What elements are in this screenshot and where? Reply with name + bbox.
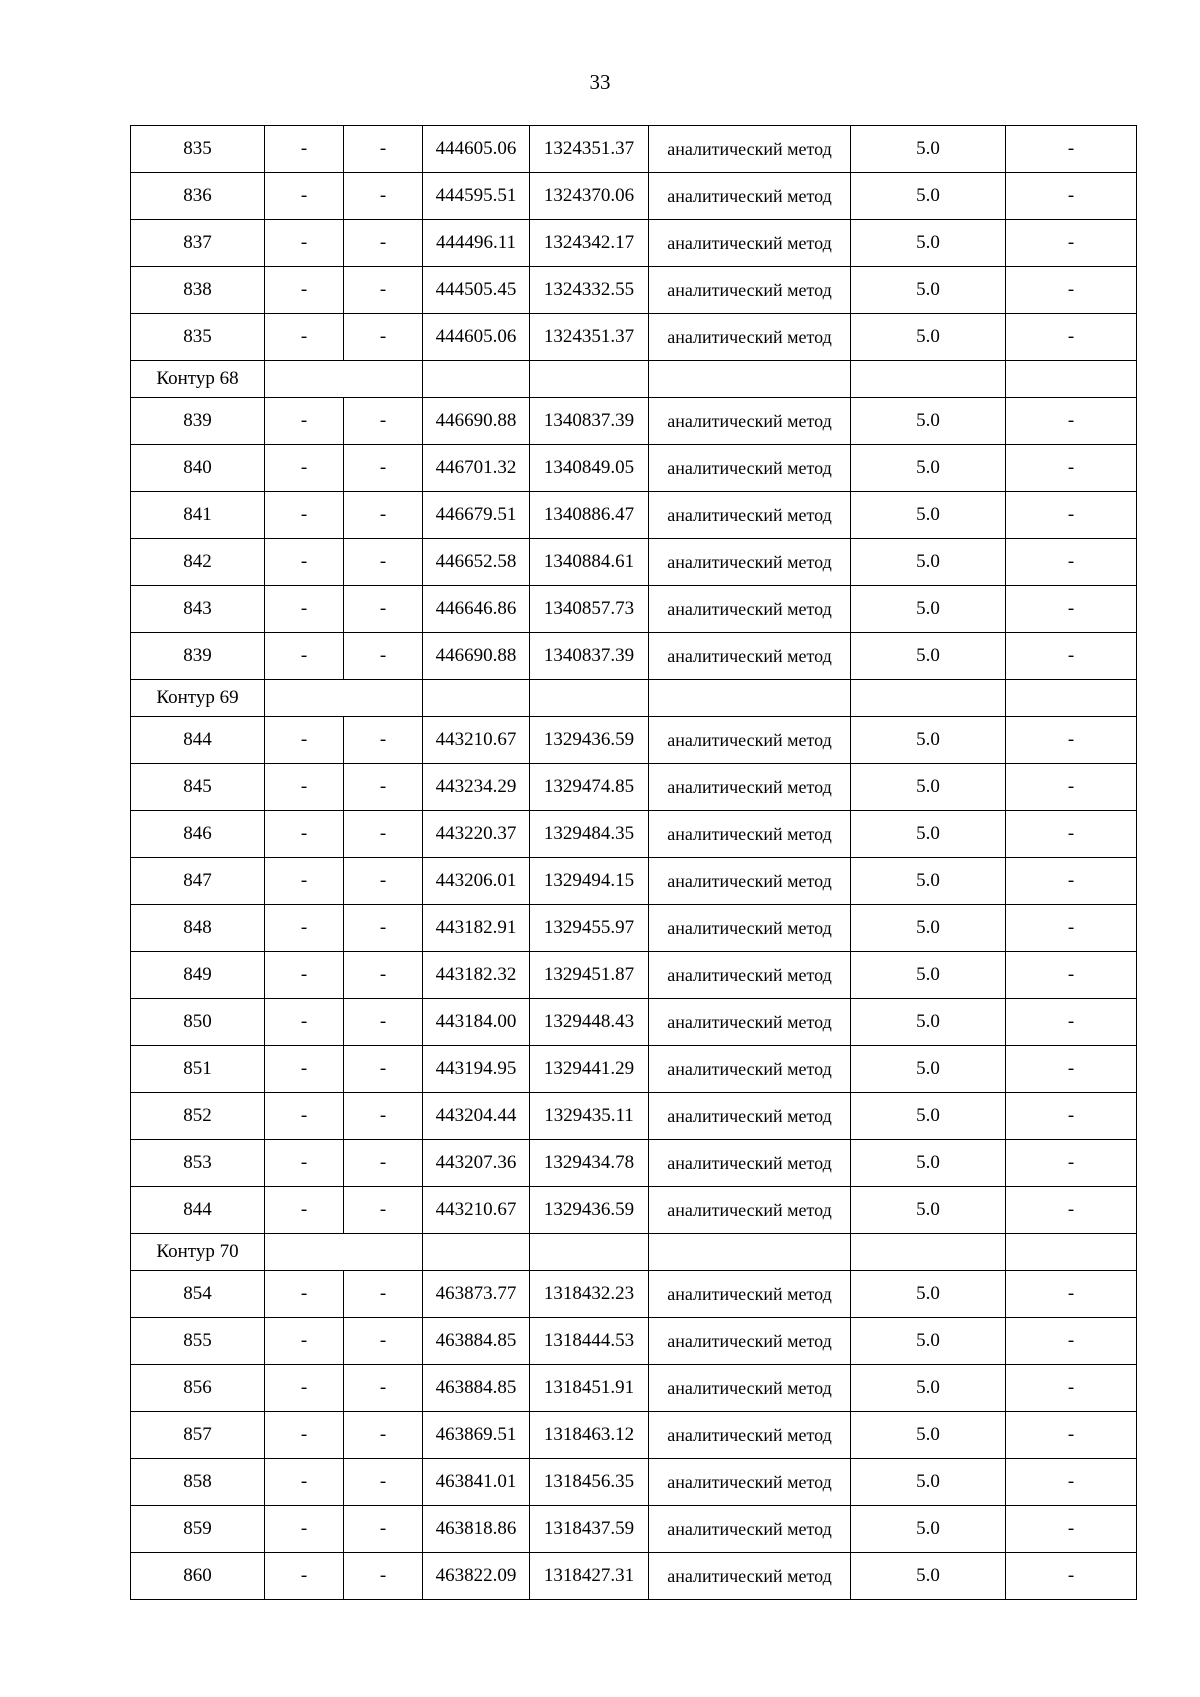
y-coordinate-cell: 1318444.53 [530,1318,649,1365]
x-coordinate-cell: 443207.36 [423,1140,530,1187]
x-coordinate-cell: 443234.29 [423,764,530,811]
contour-header-row [131,680,1137,717]
last-cell: - [1006,126,1137,173]
point-number-cell: 854 [131,1271,265,1318]
accuracy-cell: 5.0 [851,952,1006,999]
method-cell: аналитический метод [649,1046,851,1093]
last-cell: - [1006,717,1137,764]
x-coordinate-cell: 463818.86 [423,1506,530,1553]
y-coordinate-cell: 1318463.12 [530,1412,649,1459]
accuracy-cell: 5.0 [851,1046,1006,1093]
y-coordinate-cell: 1329474.85 [530,764,649,811]
x-coordinate-cell: 446646.86 [423,586,530,633]
col3-cell: - [344,1271,423,1318]
method-cell: аналитический метод [649,633,851,680]
col2-cell: - [265,999,344,1046]
method-cell: аналитический метод [649,267,851,314]
point-number-cell: 852 [131,1093,265,1140]
col2-cell: - [265,1318,344,1365]
x-coordinate-cell: 446652.58 [423,539,530,586]
point-number-cell: 844 [131,717,265,764]
empty-cell [649,1234,851,1271]
method-cell: аналитический метод [649,492,851,539]
x-coordinate-cell: 443182.32 [423,952,530,999]
x-coordinate-cell: 444505.45 [423,267,530,314]
table-row [131,539,1137,586]
col3-cell: - [344,633,423,680]
table-row [131,811,1137,858]
accuracy-cell: 5.0 [851,811,1006,858]
last-cell: - [1006,445,1137,492]
point-number-cell: 859 [131,1506,265,1553]
col2-cell: - [265,586,344,633]
y-coordinate-cell: 1318437.59 [530,1506,649,1553]
y-coordinate-cell: 1340849.05 [530,445,649,492]
col2-cell: - [265,1187,344,1234]
y-coordinate-cell: 1340837.39 [530,398,649,445]
empty-cell [851,680,1006,717]
col3-cell: - [344,398,423,445]
accuracy-cell: 5.0 [851,1365,1006,1412]
table-row [131,858,1137,905]
point-number-cell: 841 [131,492,265,539]
col3-cell: - [344,445,423,492]
contour-label: Контур 68 [131,361,265,398]
y-coordinate-cell: 1329435.11 [530,1093,649,1140]
col3-cell: - [344,173,423,220]
col3-cell: - [344,764,423,811]
accuracy-cell: 5.0 [851,267,1006,314]
x-coordinate-cell: 443220.37 [423,811,530,858]
point-number-cell: 860 [131,1553,265,1600]
table-row [131,398,1137,445]
col2-cell: - [265,445,344,492]
col2-cell: - [265,905,344,952]
last-cell: - [1006,1046,1137,1093]
col2-cell: - [265,314,344,361]
empty-cell [1006,1234,1137,1271]
table-row [131,905,1137,952]
col3-cell: - [344,314,423,361]
last-cell: - [1006,1553,1137,1600]
table-row [131,1140,1137,1187]
y-coordinate-cell: 1318456.35 [530,1459,649,1506]
method-cell: аналитический метод [649,1365,851,1412]
empty-cell [530,1234,649,1271]
table-row [131,267,1137,314]
point-number-cell: 835 [131,314,265,361]
x-coordinate-cell: 463869.51 [423,1412,530,1459]
x-coordinate-cell: 443194.95 [423,1046,530,1093]
table-row [131,999,1137,1046]
table-row [131,220,1137,267]
last-cell: - [1006,586,1137,633]
table-body [131,126,1137,1600]
col2-cell: - [265,1271,344,1318]
method-cell: аналитический метод [649,539,851,586]
accuracy-cell: 5.0 [851,398,1006,445]
point-number-cell: 853 [131,1140,265,1187]
y-coordinate-cell: 1340857.73 [530,586,649,633]
point-number-cell: 856 [131,1365,265,1412]
x-coordinate-cell: 463884.85 [423,1365,530,1412]
accuracy-cell: 5.0 [851,492,1006,539]
col3-cell: - [344,126,423,173]
col2-cell: - [265,952,344,999]
col2-cell: - [265,1093,344,1140]
empty-cell [530,680,649,717]
point-number-cell: 840 [131,445,265,492]
last-cell: - [1006,764,1137,811]
accuracy-cell: 5.0 [851,1412,1006,1459]
y-coordinate-cell: 1329455.97 [530,905,649,952]
x-coordinate-cell: 443206.01 [423,858,530,905]
accuracy-cell: 5.0 [851,586,1006,633]
point-number-cell: 857 [131,1412,265,1459]
last-cell: - [1006,267,1137,314]
y-coordinate-cell: 1329494.15 [530,858,649,905]
last-cell: - [1006,1140,1137,1187]
col3-cell: - [344,1506,423,1553]
empty-cell [851,1234,1006,1271]
col2-cell: - [265,764,344,811]
table-row [131,1271,1137,1318]
point-number-cell: 835 [131,126,265,173]
empty-cell [530,361,649,398]
table-row [131,173,1137,220]
y-coordinate-cell: 1324342.17 [530,220,649,267]
accuracy-cell: 5.0 [851,445,1006,492]
point-number-cell: 849 [131,952,265,999]
point-number-cell: 847 [131,858,265,905]
accuracy-cell: 5.0 [851,764,1006,811]
last-cell: - [1006,1365,1137,1412]
y-coordinate-cell: 1340837.39 [530,633,649,680]
empty-cell [265,1234,423,1271]
col3-cell: - [344,717,423,764]
col2-cell: - [265,1140,344,1187]
x-coordinate-cell: 443182.91 [423,905,530,952]
col3-cell: - [344,858,423,905]
col3-cell: - [344,1140,423,1187]
point-number-cell: 844 [131,1187,265,1234]
col3-cell: - [344,539,423,586]
x-coordinate-cell: 444605.06 [423,126,530,173]
empty-cell [265,680,423,717]
y-coordinate-cell: 1329436.59 [530,1187,649,1234]
empty-cell [649,680,851,717]
method-cell: аналитический метод [649,1459,851,1506]
point-number-cell: 842 [131,539,265,586]
accuracy-cell: 5.0 [851,220,1006,267]
coordinates-table [130,125,1137,1600]
table-row [131,1046,1137,1093]
accuracy-cell: 5.0 [851,1553,1006,1600]
accuracy-cell: 5.0 [851,173,1006,220]
col3-cell: - [344,999,423,1046]
x-coordinate-cell: 446690.88 [423,633,530,680]
table-row [131,314,1137,361]
method-cell: аналитический метод [649,1271,851,1318]
last-cell: - [1006,314,1137,361]
col3-cell: - [344,1046,423,1093]
col3-cell: - [344,905,423,952]
empty-cell [265,361,423,398]
contour-label: Контур 70 [131,1234,265,1271]
method-cell: аналитический метод [649,1412,851,1459]
x-coordinate-cell: 446690.88 [423,398,530,445]
table-row [131,1187,1137,1234]
y-coordinate-cell: 1324332.55 [530,267,649,314]
y-coordinate-cell: 1340886.47 [530,492,649,539]
last-cell: - [1006,398,1137,445]
last-cell: - [1006,1271,1137,1318]
y-coordinate-cell: 1324351.37 [530,126,649,173]
y-coordinate-cell: 1329484.35 [530,811,649,858]
last-cell: - [1006,633,1137,680]
col3-cell: - [344,267,423,314]
method-cell: аналитический метод [649,999,851,1046]
col2-cell: - [265,633,344,680]
y-coordinate-cell: 1340884.61 [530,539,649,586]
method-cell: аналитический метод [649,1318,851,1365]
col2-cell: - [265,267,344,314]
last-cell: - [1006,220,1137,267]
col2-cell: - [265,126,344,173]
accuracy-cell: 5.0 [851,633,1006,680]
point-number-cell: 855 [131,1318,265,1365]
table-row [131,1318,1137,1365]
table-row [131,1459,1137,1506]
col3-cell: - [344,586,423,633]
method-cell: аналитический метод [649,445,851,492]
last-cell: - [1006,858,1137,905]
y-coordinate-cell: 1329436.59 [530,717,649,764]
table-row [131,445,1137,492]
accuracy-cell: 5.0 [851,1271,1006,1318]
table-row [131,952,1137,999]
accuracy-cell: 5.0 [851,314,1006,361]
x-coordinate-cell: 443210.67 [423,717,530,764]
point-number-cell: 837 [131,220,265,267]
contour-header-row [131,361,1137,398]
method-cell: аналитический метод [649,764,851,811]
point-number-cell: 845 [131,764,265,811]
last-cell: - [1006,1412,1137,1459]
table-row [131,717,1137,764]
table-row [131,126,1137,173]
empty-cell [423,1234,530,1271]
accuracy-cell: 5.0 [851,1140,1006,1187]
accuracy-cell: 5.0 [851,126,1006,173]
col2-cell: - [265,858,344,905]
method-cell: аналитический метод [649,1187,851,1234]
point-number-cell: 858 [131,1459,265,1506]
method-cell: аналитический метод [649,811,851,858]
col2-cell: - [265,717,344,764]
point-number-cell: 839 [131,633,265,680]
method-cell: аналитический метод [649,858,851,905]
y-coordinate-cell: 1318432.23 [530,1271,649,1318]
x-coordinate-cell: 463841.01 [423,1459,530,1506]
empty-cell [423,361,530,398]
method-cell: аналитический метод [649,173,851,220]
col3-cell: - [344,1412,423,1459]
col2-cell: - [265,398,344,445]
method-cell: аналитический метод [649,314,851,361]
last-cell: - [1006,952,1137,999]
col3-cell: - [344,1318,423,1365]
contour-header-row [131,1234,1137,1271]
empty-cell [1006,361,1137,398]
col2-cell: - [265,539,344,586]
accuracy-cell: 5.0 [851,999,1006,1046]
col3-cell: - [344,1365,423,1412]
last-cell: - [1006,492,1137,539]
table-row [131,1506,1137,1553]
last-cell: - [1006,905,1137,952]
accuracy-cell: 5.0 [851,1459,1006,1506]
x-coordinate-cell: 444595.51 [423,173,530,220]
table-row [131,764,1137,811]
empty-cell [423,680,530,717]
accuracy-cell: 5.0 [851,1318,1006,1365]
col3-cell: - [344,952,423,999]
y-coordinate-cell: 1329448.43 [530,999,649,1046]
x-coordinate-cell: 444496.11 [423,220,530,267]
method-cell: аналитический метод [649,586,851,633]
table-row [131,1093,1137,1140]
empty-cell [649,361,851,398]
x-coordinate-cell: 463822.09 [423,1553,530,1600]
last-cell: - [1006,173,1137,220]
table-row [131,1365,1137,1412]
col3-cell: - [344,492,423,539]
y-coordinate-cell: 1324370.06 [530,173,649,220]
col3-cell: - [344,1459,423,1506]
col2-cell: - [265,1365,344,1412]
last-cell: - [1006,999,1137,1046]
x-coordinate-cell: 444605.06 [423,314,530,361]
method-cell: аналитический метод [649,398,851,445]
col3-cell: - [344,811,423,858]
method-cell: аналитический метод [649,1093,851,1140]
accuracy-cell: 5.0 [851,1093,1006,1140]
empty-cell [851,361,1006,398]
y-coordinate-cell: 1318427.31 [530,1553,649,1600]
table-row [131,1412,1137,1459]
y-coordinate-cell: 1329451.87 [530,952,649,999]
y-coordinate-cell: 1329441.29 [530,1046,649,1093]
last-cell: - [1006,1318,1137,1365]
col3-cell: - [344,220,423,267]
last-cell: - [1006,811,1137,858]
point-number-cell: 846 [131,811,265,858]
accuracy-cell: 5.0 [851,1187,1006,1234]
point-number-cell: 848 [131,905,265,952]
col2-cell: - [265,220,344,267]
page-number: 33 [589,70,611,94]
point-number-cell: 851 [131,1046,265,1093]
point-number-cell: 839 [131,398,265,445]
point-number-cell: 838 [131,267,265,314]
table-row [131,492,1137,539]
col2-cell: - [265,811,344,858]
method-cell: аналитический метод [649,1553,851,1600]
accuracy-cell: 5.0 [851,539,1006,586]
method-cell: аналитический метод [649,952,851,999]
x-coordinate-cell: 463884.85 [423,1318,530,1365]
last-cell: - [1006,1459,1137,1506]
last-cell: - [1006,1506,1137,1553]
col2-cell: - [265,173,344,220]
method-cell: аналитический метод [649,905,851,952]
table-row [131,1553,1137,1600]
x-coordinate-cell: 443210.67 [423,1187,530,1234]
last-cell: - [1006,1187,1137,1234]
x-coordinate-cell: 463873.77 [423,1271,530,1318]
col3-cell: - [344,1553,423,1600]
accuracy-cell: 5.0 [851,905,1006,952]
col3-cell: - [344,1187,423,1234]
method-cell: аналитический метод [649,220,851,267]
last-cell: - [1006,1093,1137,1140]
last-cell: - [1006,539,1137,586]
empty-cell [1006,680,1137,717]
point-number-cell: 843 [131,586,265,633]
table-row [131,586,1137,633]
x-coordinate-cell: 443184.00 [423,999,530,1046]
col2-cell: - [265,1459,344,1506]
col2-cell: - [265,1506,344,1553]
point-number-cell: 850 [131,999,265,1046]
accuracy-cell: 5.0 [851,1506,1006,1553]
col2-cell: - [265,492,344,539]
col2-cell: - [265,1046,344,1093]
method-cell: аналитический метод [649,1506,851,1553]
col2-cell: - [265,1412,344,1459]
method-cell: аналитический метод [649,126,851,173]
x-coordinate-cell: 446679.51 [423,492,530,539]
method-cell: аналитический метод [649,717,851,764]
y-coordinate-cell: 1324351.37 [530,314,649,361]
point-number-cell: 836 [131,173,265,220]
accuracy-cell: 5.0 [851,858,1006,905]
col3-cell: - [344,1093,423,1140]
x-coordinate-cell: 443204.44 [423,1093,530,1140]
y-coordinate-cell: 1329434.78 [530,1140,649,1187]
contour-label: Контур 69 [131,680,265,717]
accuracy-cell: 5.0 [851,717,1006,764]
x-coordinate-cell: 446701.32 [423,445,530,492]
col2-cell: - [265,1553,344,1600]
table-row [131,633,1137,680]
method-cell: аналитический метод [649,1140,851,1187]
y-coordinate-cell: 1318451.91 [530,1365,649,1412]
